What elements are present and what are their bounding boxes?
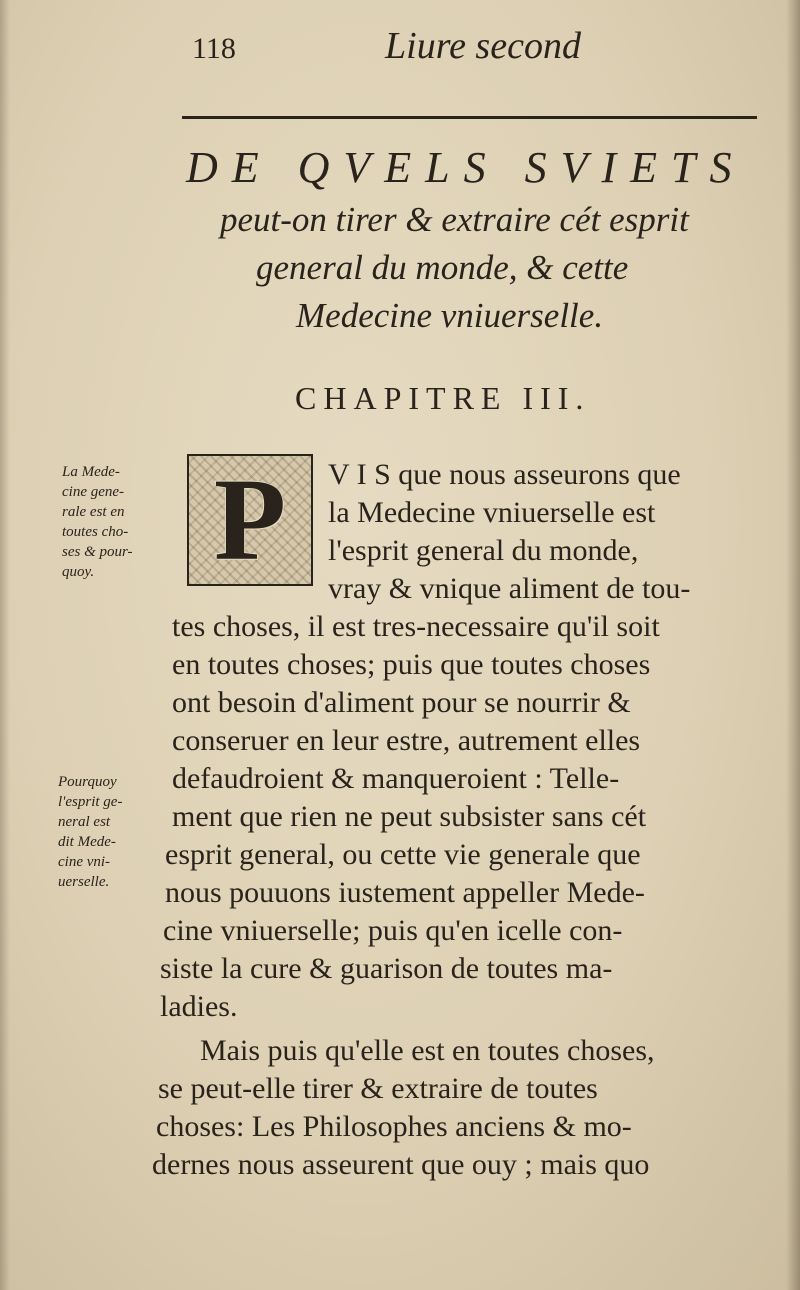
margin-note-line: cine gene- <box>62 484 125 500</box>
chapter-title-line: Medecine vniuerselle. <box>296 296 604 335</box>
body-line: ment que rien ne peut subsister sans cét <box>172 800 647 833</box>
chapter-title-line: peut-on tirer & extraire cét esprit <box>220 200 689 239</box>
body-line: ont besoin d'aliment pour se nourrir & <box>172 686 631 719</box>
body-line: cine vniuerselle; puis qu'en icelle con- <box>163 914 623 947</box>
chapter-title-line: general du monde, & cette <box>256 248 629 287</box>
body-line: la Medecine vniuerselle est <box>328 496 656 529</box>
margin-note-line: quoy. <box>62 564 95 580</box>
body-line: siste la cure & guarison de toutes ma- <box>160 952 613 985</box>
margin-note-line: Pourquoy <box>58 774 117 790</box>
running-head: Liure second <box>385 25 581 67</box>
body-line: V I S que nous asseurons que <box>328 458 681 491</box>
page-edge-shadow <box>786 0 800 1290</box>
body-line: esprit general, ou cette vie generale que <box>165 838 641 871</box>
margin-note-line: toutes cho- <box>62 524 129 540</box>
body-line: choses: Les Philosophes anciens & mo- <box>156 1110 632 1143</box>
margin-note-line: uerselle. <box>58 874 110 890</box>
decorated-initial <box>187 454 313 586</box>
body-line: defaudroient & manqueroient : Telle- <box>172 762 620 795</box>
body-line: tes choses, il est tres-necessaire qu'il soit <box>172 610 660 643</box>
margin-note-line: ses & pour- <box>62 544 133 560</box>
body-line: conseruer en leur estre, autrement elles <box>172 724 641 757</box>
margin-note-line: neral est <box>58 814 111 830</box>
chapter-title-caps: DE QVELS SVIETS <box>186 143 746 192</box>
margin-note <box>58 772 188 892</box>
body-line: ladies. <box>160 990 238 1023</box>
margin-note <box>62 462 192 582</box>
body-line: en toutes choses; puis que toutes choses <box>172 648 651 681</box>
header-rule <box>182 116 757 119</box>
body-line: Mais puis qu'elle est en toutes choses, <box>200 1034 655 1067</box>
initial-letter: P <box>213 454 287 585</box>
gutter-shadow <box>0 0 10 1290</box>
body-line: l'esprit general du monde, <box>328 534 639 567</box>
margin-note-line: l'esprit ge- <box>58 794 123 810</box>
margin-note-line: La Mede- <box>62 464 120 480</box>
margin-note-line: rale est en <box>62 504 125 520</box>
margin-note-line: dit Mede- <box>58 834 116 850</box>
chapter-heading: CHAPITRE III. <box>295 380 591 416</box>
body-line: dernes nous asseurent que ouy ; mais quo <box>152 1148 650 1181</box>
body-line: vray & vnique aliment de tou- <box>328 572 691 605</box>
margin-note-line: cine vni- <box>58 854 111 870</box>
page-number: 118 <box>192 32 236 65</box>
body-line: se peut-elle tirer & extraire de toutes <box>158 1072 598 1105</box>
body-line: nous pouuons iustement appeller Mede- <box>165 876 645 909</box>
